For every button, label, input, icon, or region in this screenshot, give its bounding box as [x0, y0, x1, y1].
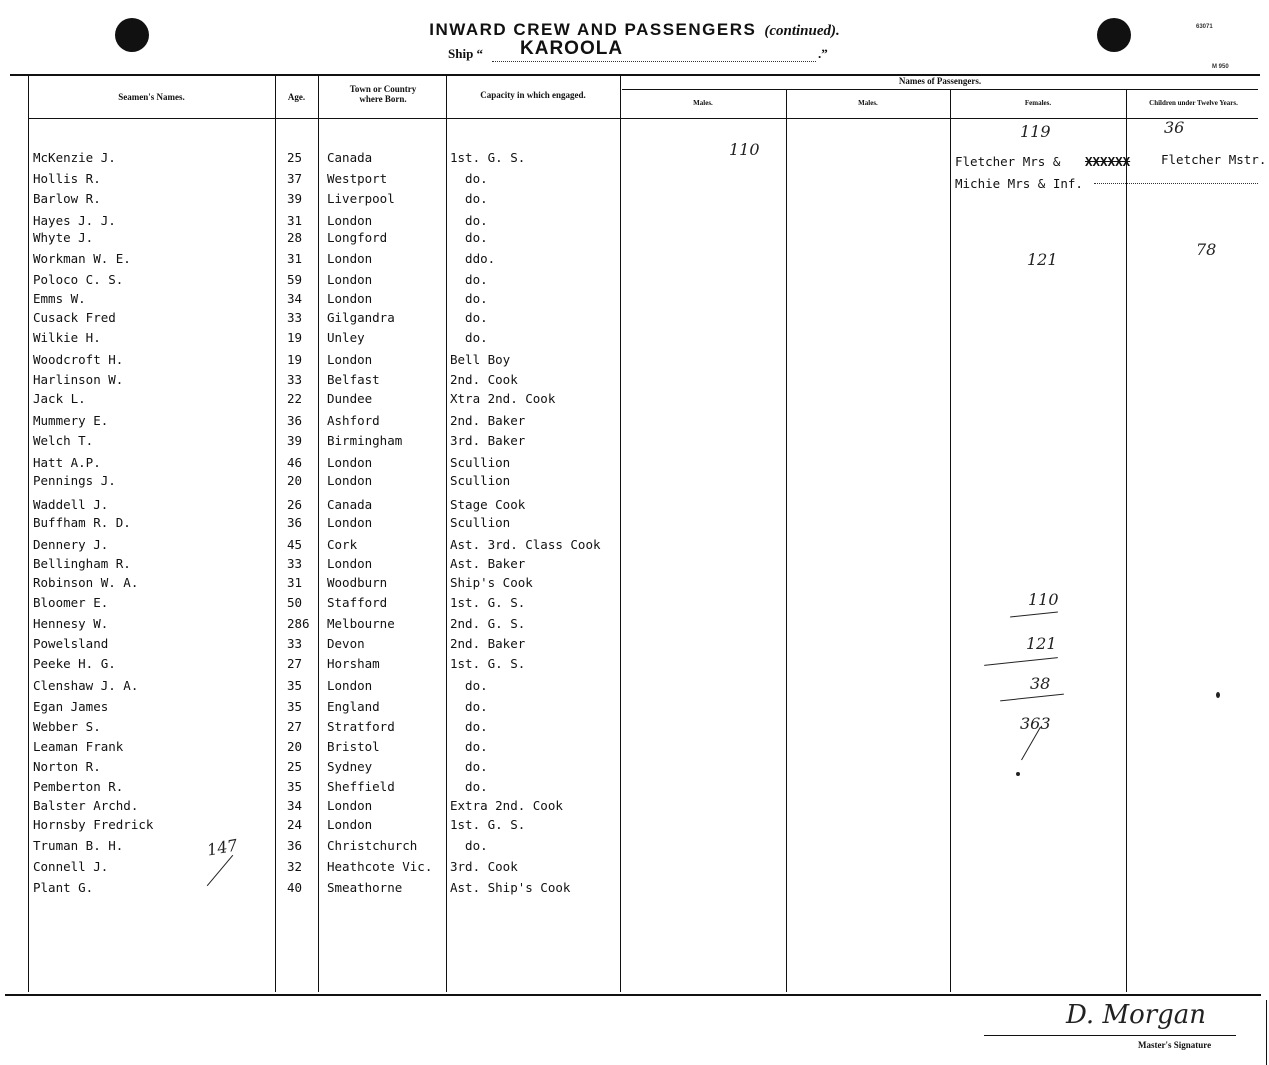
seaman-name: Jack L.: [33, 391, 86, 406]
seaman-age: 26: [287, 497, 303, 512]
seaman-name: Pemberton R.: [33, 779, 124, 794]
seaman-name: Woodcroft H.: [33, 352, 124, 367]
handwritten-children-count: 36: [1164, 118, 1185, 137]
header-females: Females.: [1024, 99, 1052, 107]
seaman-name: Emms W.: [33, 291, 86, 306]
seaman-age: 39: [287, 191, 303, 206]
seaman-name: Hayes J. J.: [33, 213, 116, 228]
seaman-age: 24: [287, 817, 303, 832]
header-males-1: Males.: [693, 99, 713, 107]
seaman-birthplace: Dundee: [327, 391, 373, 406]
seaman-age: 46: [287, 455, 303, 470]
seaman-name: Balster Archd.: [33, 798, 139, 813]
seaman-age: 20: [287, 739, 303, 754]
seaman-birthplace: Woodburn: [327, 575, 388, 590]
seaman-birthplace: London: [327, 678, 373, 693]
seaman-name: Hornsby Fredrick: [33, 817, 154, 832]
seaman-capacity: do.: [450, 739, 488, 754]
seaman-birthplace: Cork: [327, 537, 358, 552]
seaman-capacity: 3rd. Baker: [450, 433, 526, 448]
seaman-name: Wilkie H.: [33, 330, 101, 345]
seaman-birthplace: Bristol: [327, 739, 380, 754]
seaman-age: 25: [287, 150, 303, 165]
seaman-age: 19: [287, 330, 303, 345]
seaman-capacity: 1st. G. S.: [450, 656, 526, 671]
seaman-birthplace: Devon: [327, 636, 365, 651]
seaman-birthplace: England: [327, 699, 380, 714]
right-edge-rule: [1266, 1000, 1267, 1065]
seaman-capacity: Scullion: [450, 515, 511, 530]
seaman-age: 31: [287, 213, 303, 228]
handwritten-females-count: 119: [1020, 122, 1051, 141]
column-rule: [318, 76, 319, 992]
seaman-age: 22: [287, 391, 303, 406]
seaman-age: 20: [287, 473, 303, 488]
header-town-country: Town or Country where Born.: [349, 84, 417, 104]
seaman-birthplace: London: [327, 556, 373, 571]
seaman-capacity: Ast. 3rd. Class Cook: [450, 537, 601, 552]
seaman-name: Waddell J.: [33, 497, 109, 512]
seaman-name: Pennings J.: [33, 473, 116, 488]
seaman-birthplace: Stratford: [327, 719, 395, 734]
seaman-name: Barlow R.: [33, 191, 101, 206]
column-rule: [446, 76, 447, 992]
column-rule: [275, 76, 276, 992]
seaman-name: Hennesy W.: [33, 616, 109, 631]
seaman-capacity: do.: [450, 699, 488, 714]
seaman-age: 33: [287, 636, 303, 651]
seaman-capacity: 2nd. Cook: [450, 372, 518, 387]
seaman-birthplace: London: [327, 352, 373, 367]
seaman-name: Clenshaw J. A.: [33, 678, 139, 693]
table-bottom-rule: [5, 994, 1261, 996]
handwritten-children-count-2: 78: [1196, 240, 1217, 259]
seaman-age: 34: [287, 291, 303, 306]
seaman-birthplace: Canada: [327, 150, 373, 165]
header-seamen-names: Seamen's Names.: [118, 92, 185, 102]
seaman-age: 36: [287, 413, 303, 428]
seaman-capacity: Ship's Cook: [450, 575, 533, 590]
seaman-age: 36: [287, 515, 303, 530]
seaman-name: Buffham R. D.: [33, 515, 131, 530]
seaman-name: Cusack Fred: [33, 310, 116, 325]
seaman-age: 28: [287, 230, 303, 245]
handwritten-males-count: 110: [729, 140, 760, 159]
seaman-age: 35: [287, 779, 303, 794]
seaman-name: McKenzie J.: [33, 150, 116, 165]
seaman-capacity: Ast. Baker: [450, 556, 526, 571]
seaman-capacity: do.: [450, 230, 488, 245]
seaman-age: 45: [287, 537, 303, 552]
seaman-name: Workman W. E.: [33, 251, 131, 266]
seaman-birthplace: Smeathorne: [327, 880, 403, 895]
header-age: Age.: [287, 92, 306, 102]
seaman-capacity: Bell Boy: [450, 352, 511, 367]
seaman-birthplace: London: [327, 515, 373, 530]
tally-underline: [1010, 611, 1058, 617]
tally-value: 121: [1026, 634, 1057, 653]
seaman-age: 25: [287, 759, 303, 774]
seaman-capacity: Scullion: [450, 455, 511, 470]
seaman-name: Dennery J.: [33, 537, 109, 552]
seaman-capacity: do.: [450, 310, 488, 325]
header-males-2: Males.: [858, 99, 878, 107]
title-text: INWARD CREW AND PASSENGERS: [429, 20, 757, 39]
seaman-age: 39: [287, 433, 303, 448]
seaman-capacity: 1st. G. S.: [450, 150, 526, 165]
seaman-age: 27: [287, 719, 303, 734]
title-continued: (continued).: [764, 23, 840, 39]
seaman-name: Connell J.: [33, 859, 109, 874]
header-capacity: Capacity in which engaged.: [480, 90, 586, 100]
seaman-birthplace: Liverpool: [327, 191, 395, 206]
seaman-birthplace: Stafford: [327, 595, 388, 610]
seaman-birthplace: London: [327, 473, 373, 488]
seaman-capacity: do.: [450, 291, 488, 306]
header-passengers: Names of Passengers.: [898, 76, 982, 86]
seaman-name: Welch T.: [33, 433, 94, 448]
seaman-capacity: do.: [450, 330, 488, 345]
seaman-capacity: do.: [450, 272, 488, 287]
seaman-birthplace: Canada: [327, 497, 373, 512]
seaman-name: Bloomer E.: [33, 595, 109, 610]
column-rule: [620, 76, 621, 992]
ship-label-close: .”: [818, 46, 828, 61]
ink-dot: [1016, 772, 1020, 776]
column-rule: [28, 76, 29, 992]
header-bottom-rule: [28, 118, 1258, 119]
seaman-birthplace: London: [327, 817, 373, 832]
form-number-top: 63071: [1196, 24, 1213, 30]
seaman-birthplace: Melbourne: [327, 616, 395, 631]
ship-label: Ship “: [448, 46, 484, 61]
seaman-age: 31: [287, 575, 303, 590]
seaman-name: Powelsland: [33, 636, 109, 651]
seaman-capacity: Ast. Ship's Cook: [450, 880, 571, 895]
master-signature: D. Morgan: [1066, 1000, 1207, 1030]
seaman-age: 35: [287, 678, 303, 693]
seaman-capacity: Extra 2nd. Cook: [450, 798, 563, 813]
seaman-age: 36: [287, 838, 303, 853]
page-title: [0, 20, 1269, 40]
seaman-birthplace: London: [327, 291, 373, 306]
column-rule: [1126, 90, 1127, 992]
seaman-capacity: do.: [450, 191, 488, 206]
margin-stroke: [207, 855, 233, 886]
seaman-birthplace: Unley: [327, 330, 365, 345]
seaman-birthplace: Sydney: [327, 759, 373, 774]
seaman-age: 33: [287, 556, 303, 571]
child-passenger: Fletcher Mstr.: [1161, 152, 1267, 167]
column-rule: [786, 90, 787, 992]
seaman-name: Truman B. H.: [33, 838, 124, 853]
tally-value: 363: [1020, 714, 1051, 733]
seaman-capacity: do.: [450, 779, 488, 794]
seaman-age: 34: [287, 798, 303, 813]
seaman-birthplace: London: [327, 213, 373, 228]
seaman-name: Webber S.: [33, 719, 101, 734]
passenger-header-rule: [622, 89, 1258, 90]
seaman-birthplace: Westport: [327, 171, 388, 186]
seaman-capacity: 3rd. Cook: [450, 859, 518, 874]
seaman-name: Norton R.: [33, 759, 101, 774]
header-children: Children under Twelve Years.: [1149, 99, 1238, 107]
seaman-name: Leaman Frank: [33, 739, 124, 754]
seaman-birthplace: Birmingham: [327, 433, 403, 448]
female-passenger: Michie Mrs & Inf.: [955, 176, 1083, 191]
seaman-age: 59: [287, 272, 303, 287]
handwritten-margin-count: 147: [205, 835, 239, 860]
tally-value: 38: [1030, 674, 1051, 693]
seaman-name: Whyte J.: [33, 230, 94, 245]
seaman-birthplace: Longford: [327, 230, 388, 245]
seaman-name: Peeke H. G.: [33, 656, 116, 671]
seaman-capacity: 2nd. G. S.: [450, 616, 526, 631]
ship-name: KAROOLA: [520, 38, 624, 59]
seaman-capacity: Xtra 2nd. Cook: [450, 391, 556, 406]
seaman-capacity: 2nd. Baker: [450, 413, 526, 428]
female-passenger: Fletcher Mrs &: [955, 154, 1061, 169]
seaman-birthplace: Heathcote Vic.: [327, 859, 433, 874]
seaman-birthplace: Gilgandra: [327, 310, 395, 325]
seaman-age: 32: [287, 859, 303, 874]
seaman-age: 35: [287, 699, 303, 714]
tally-underline: [1000, 694, 1064, 702]
ship-name-line: [492, 61, 816, 62]
seaman-capacity: do.: [450, 759, 488, 774]
seaman-age: 33: [287, 310, 303, 325]
seaman-name: Plant G.: [33, 880, 94, 895]
seaman-name: Bellingham R.: [33, 556, 131, 571]
seaman-age: 31: [287, 251, 303, 266]
seaman-birthplace: London: [327, 798, 373, 813]
seaman-capacity: do.: [450, 838, 488, 853]
seaman-birthplace: Ashford: [327, 413, 380, 428]
seaman-capacity: ddo.: [450, 251, 496, 266]
seaman-age: 19: [287, 352, 303, 367]
ink-dot: [1216, 692, 1220, 698]
struck-out-text: XXXXXX: [1085, 154, 1131, 169]
seaman-capacity: Stage Cook: [450, 497, 526, 512]
form-number-right: M 950: [1212, 64, 1229, 70]
seaman-capacity: Scullion: [450, 473, 511, 488]
seaman-name: Harlinson W.: [33, 372, 124, 387]
seaman-age: 286: [287, 616, 310, 631]
seaman-age: 50: [287, 595, 303, 610]
seaman-birthplace: Christchurch: [327, 838, 418, 853]
handwritten-females-count-2: 121: [1027, 250, 1058, 269]
dotted-entry-line: [1094, 183, 1258, 184]
seaman-birthplace: Belfast: [327, 372, 380, 387]
seaman-capacity: do.: [450, 171, 488, 186]
seaman-birthplace: London: [327, 272, 373, 287]
seaman-name: Hollis R.: [33, 171, 101, 186]
signature-label: Master's Signature: [1138, 1040, 1212, 1050]
seaman-capacity: do.: [450, 678, 488, 693]
seaman-name: Poloco C. S.: [33, 272, 124, 287]
signature-line: [984, 1035, 1236, 1036]
seaman-birthplace: Horsham: [327, 656, 380, 671]
seaman-capacity: do.: [450, 213, 488, 228]
seaman-name: Mummery E.: [33, 413, 109, 428]
seaman-capacity: 1st. G. S.: [450, 817, 526, 832]
seaman-age: 33: [287, 372, 303, 387]
tally-value: 110: [1028, 590, 1059, 609]
seaman-name: Egan James: [33, 699, 109, 714]
seaman-capacity: 1st. G. S.: [450, 595, 526, 610]
seaman-capacity: do.: [450, 719, 488, 734]
column-rule: [950, 90, 951, 992]
seaman-name: Hatt A.P.: [33, 455, 101, 470]
seaman-age: 27: [287, 656, 303, 671]
seaman-birthplace: Sheffield: [327, 779, 395, 794]
seaman-capacity: 2nd. Baker: [450, 636, 526, 651]
seaman-birthplace: London: [327, 455, 373, 470]
seaman-age: 40: [287, 880, 303, 895]
seaman-name: Robinson W. A.: [33, 575, 139, 590]
tally-underline: [984, 657, 1058, 666]
seaman-birthplace: London: [327, 251, 373, 266]
seaman-age: 37: [287, 171, 303, 186]
